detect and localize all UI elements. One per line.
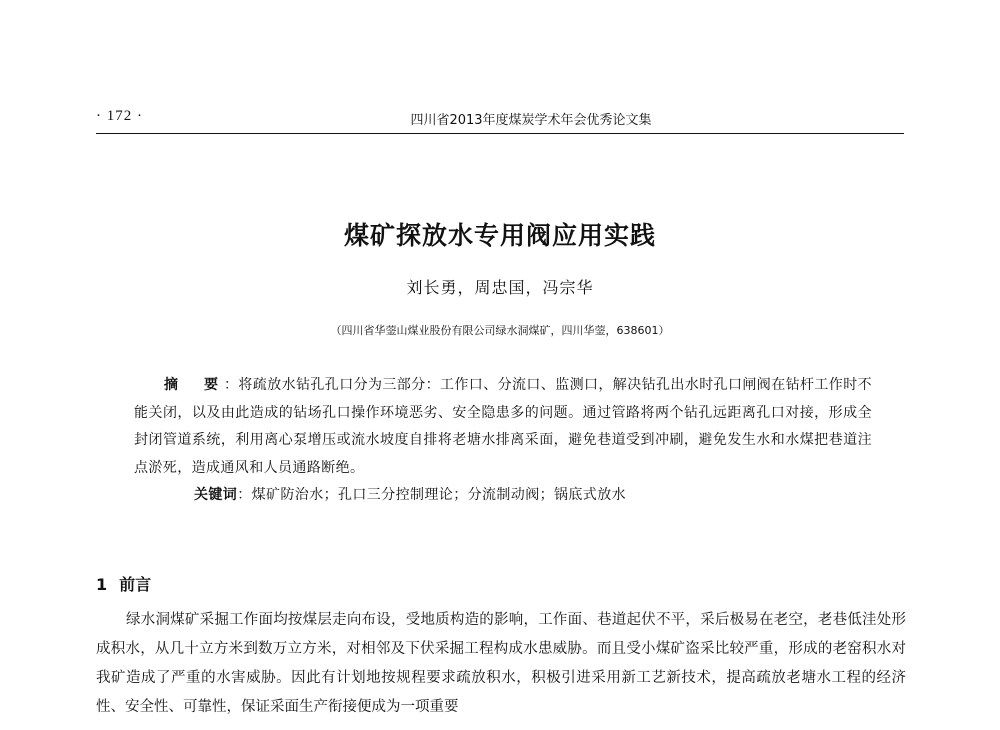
paper-authors: 刘长勇，周忠国，冯宗华 (406, 278, 594, 297)
abstract-text: ：将疏放水钻孔孔口分为三部分：工作口、分流口、监测口，解决钻孔出水时孔口闸阀在钻杆工作时不能关闭，以及由此造成的钻场孔口操作环境恶劣、安全隐患多的问题。通过管路将两个钻孔远距离孔口对接，形成全封闭管道系统，利用离心泵增压或流水坡度自排将老塘水排离采面，避免巷道受到冲刷，避免发生水和水煤把巷道注点淤死，造成通风和人员通路断绝。 (134, 377, 872, 476)
keywords-text: ：煤矿防治水；孔口三分控制理论；分流制动阀；锅底式放水 (237, 487, 627, 503)
paper-title: 煤矿探放水专用阀应用实践 (343, 221, 656, 250)
keywords-line (134, 482, 872, 510)
running-header (96, 108, 904, 132)
page-number: · 172 · (96, 108, 143, 124)
abstract-label: 摘 要 (164, 377, 224, 393)
header-divider (96, 133, 904, 134)
journal-title: 四川省2013年度煤炭学术年会优秀论文集 (410, 113, 652, 128)
section-number: 1 (96, 575, 108, 594)
keywords-label: 关键词 (194, 487, 238, 503)
abstract-paragraph (134, 372, 872, 482)
abstract-block (134, 372, 872, 510)
section-body (96, 606, 906, 722)
section-title: 前言 (119, 575, 152, 594)
section-heading (96, 572, 151, 595)
paper-affiliation: （四川省华蓥山煤业股份有限公司绿水洞煤矿，四川华蓥，638601） (330, 324, 670, 337)
body-paragraph: 绿水洞煤矿采掘工作面均按煤层走向布设，受地质构造的影响，工作面、巷道起伏不平，采后极易在老空，老巷低洼处形成积水，从几十立方米到数万立方米，对相邻及下伏采掘工程构成水患威胁。而且受小煤矿盗采比较严重，形成的老窑积水对我矿造成了严重的水害威胁。因此有计划地按规程要求疏放积水，积极引进采用新工艺新技术，提高疏放老塘水工程的经济性、安全性、可靠性，保证采面生产衔接便成为一项重要 (96, 612, 906, 715)
